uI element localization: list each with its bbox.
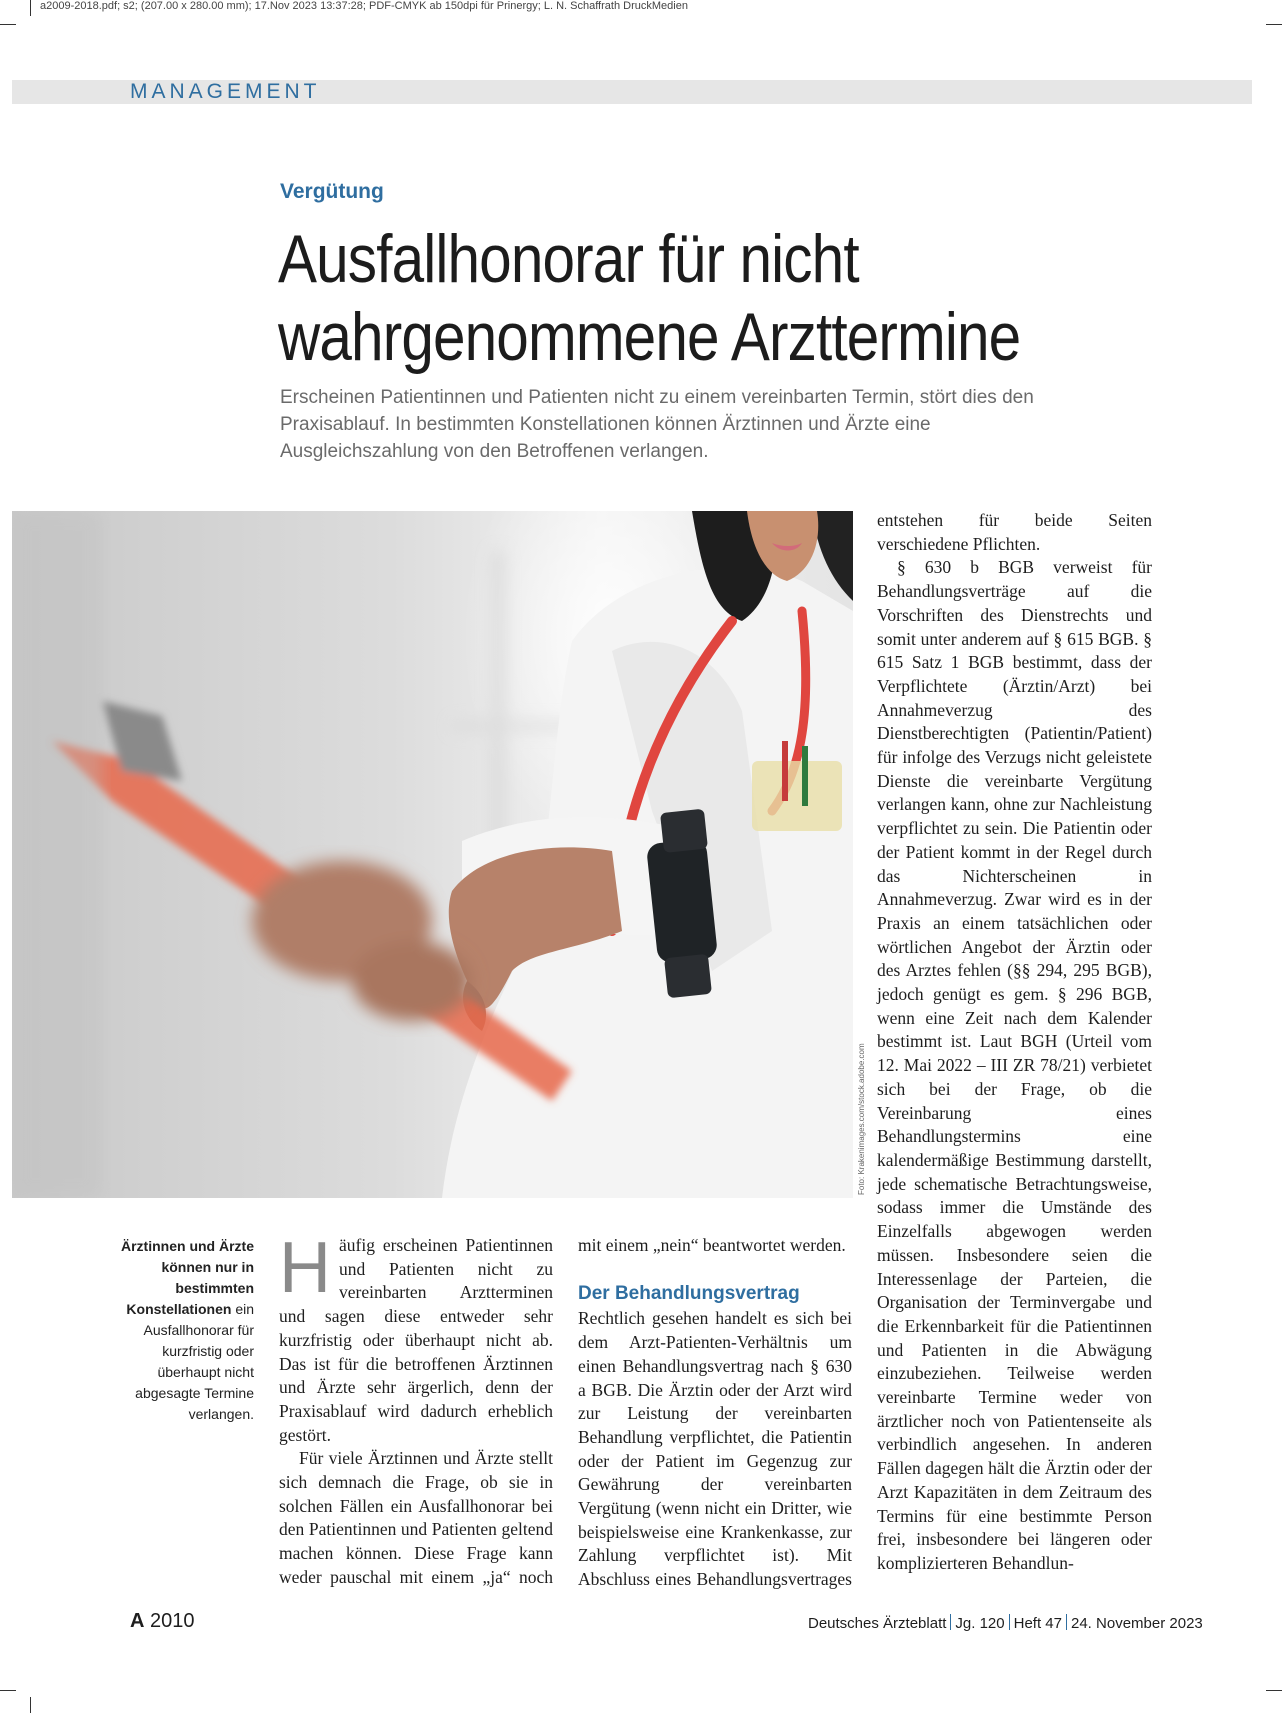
body-column-3 xyxy=(877,509,1152,1576)
journal-name: Deutsches Ärzteblatt xyxy=(808,1615,947,1632)
article-lead: Erscheinen Patientinnen und Patienten nicht zu einem vereinbarten Termin, stört dies den Praxisablauf. In bestimmten Konstellationen können Ärztinnen und Ärzte eine Ausgleichszahlung von den Betroffenen verlangen. xyxy=(280,387,1034,462)
photo-credit: Foto: Krakenimages.com/stock.adobe.com xyxy=(857,1043,866,1195)
folio-prefix: A xyxy=(130,1610,145,1632)
page-number xyxy=(130,1610,195,1633)
body-column-1 xyxy=(279,1228,553,1590)
section-label: MANAGEMENT xyxy=(130,80,321,103)
body-column-2 xyxy=(578,1234,852,1592)
flowed-text: entstehen für beide Seiten verschiedene Pflichten. xyxy=(877,510,1152,554)
body-paragraph-2 xyxy=(279,1447,553,1589)
caption-text: ein Ausfallhonorar für kurzfristig oder überhaupt nicht abgesagte Termine verlangen. xyxy=(135,1301,254,1422)
folio-number: 2010 xyxy=(150,1610,195,1632)
journal-volume: Jg. 120 xyxy=(955,1615,1005,1632)
issue-date: 24. November 2023 xyxy=(1071,1615,1203,1632)
photo-caption xyxy=(120,1236,254,1425)
headline-line-1: Ausfallhonorar für nicht xyxy=(278,221,859,297)
caption-bold: Ärztinnen und Ärzte können nur in bestimmten Konstellationen xyxy=(121,1238,254,1317)
paragraph-2-text: Für viele Ärztinnen und Ärzte stellt sich demnach die Frage, ob sie in solchen Fällen ein Ausfallhonorar bei den Patientinnen und Patienten geltend machen können. Diese Frage kann weder pauschal mit einem „ja“ noch xyxy=(279,1448,553,1587)
crop-mark xyxy=(1266,24,1282,25)
article-headline xyxy=(278,220,1052,376)
body-paragraph-3 xyxy=(578,1307,852,1591)
body-paragraph-4 xyxy=(877,556,1152,1575)
footer-publication xyxy=(808,1614,1203,1632)
paragraph-1-text: äufig erscheinen Patientinnen und Patienten nicht zu vereinbarten Arztterminen und sagen diese entweder sehr kurzfristig oder überhaupt nicht ab. Das ist für die betroffenen Ärztinnen und Ärzte sehr ärgerlich, denn der Praxisablauf wird dadurch erheblich gestört. xyxy=(279,1235,553,1445)
crop-mark xyxy=(30,1697,31,1713)
headline-line-2: wahrgenommene Arzttermine xyxy=(278,299,1021,375)
subhead-behandlungsvertrag: Der Behandlungsvertrag xyxy=(578,1282,800,1304)
drop-cap: H xyxy=(279,1228,331,1308)
footer-separator xyxy=(1066,1614,1067,1630)
crop-mark xyxy=(0,1690,16,1691)
print-slug: a2009-2018.pdf; s2; (207.00 x 280.00 mm); 17.Nov 2023 13:37:28; PDF-CMYK ab 150dpi für Prinergy; L. N. Schaffrath DruckMedien xyxy=(40,0,688,12)
doctor-photo-illustration xyxy=(12,511,853,1198)
footer-separator xyxy=(950,1614,951,1630)
article-photo xyxy=(12,511,853,1198)
crop-mark xyxy=(30,0,31,16)
article-kicker: Vergütung xyxy=(280,180,384,203)
footer-separator xyxy=(1009,1614,1010,1630)
body-paragraph-1 xyxy=(279,1228,553,1447)
paragraph-3-text: Rechtlich gesehen handelt es sich bei dem Arzt-Patienten-Verhältnis um einen Behandlungsvertrag nach § 630 a BGB. Die Ärztin oder der Arzt wird zur Leistung der vereinbarten Behandlung verpflichtet, die Patientin oder der Patient im Gegenzug zur Gewährung der vereinbarten Vergütung (wenn nicht ein Dritter, wie beispielsweise eine Krankenkasse, zur Zahlung verpflichtet ist). Mit Abschluss eines Behandlungsvertrages xyxy=(578,1308,852,1590)
flowed-text: mit einem „nein“ beantwortet werden. xyxy=(578,1235,846,1255)
crop-mark xyxy=(1266,1690,1282,1691)
journal-issue: Heft 47 xyxy=(1013,1615,1062,1632)
paragraph-4-text: § 630 b BGB verweist für Behandlungsverträge auf die Vorschriften des Dienstrechts und somit unter anderem auf § 615 BGB. § 615 Satz 1 BGB bestimmt, dass der Verpflichtete (Ärztin/Arzt) bei Annahmeverzug des Dienstberechtigten (Patientin/Patient) für infolge des Verzugs nicht geleistete Dienste die vereinbarte Vergütung verlangen kann, ohne zur Nachleistung verpflichtet zu sein. Die Patientin oder der Patient kommt in der Regel durch das Nichterscheinen in Annahmeverzug. Zwar wird es in der Praxis an einem tatsächlichen oder wörtlichen Angebot der Ärztin oder des Arztes fehlen (§§ 294, 295 BGB), jedoch genügt es gem. § 296 BGB, wenn eine Zeit nach dem Kalender bestimmt ist. Laut BGH (Urteil vom 12. Mai 2022 – III ZR 78/21) verbietet sich bei der Frage, ob die Vereinbarung eines Behandlungstermins eine kalendermäßige Bestimmung darstellt, jede schematische Betrachtungsweise, sodass immer die Umstände des Einzelfalls abgewogen werden müssen. Insbesondere seien die Interessenlage der Parteien, die Organisation der Terminvergabe und die Erkennbarkeit für die Patientinnen und Patienten in die Abwägung einzubeziehen. Teilweise werden vereinbarte Termine weder von ärztlicher noch von Patientenseite als verbindlich angesehen. In anderen Fällen dagegen hält die Ärztin oder der Arzt Kapazitäten in dem Zeitraum des Termins für eine bestimmte Person frei, insbesondere bei längeren oder komplizierteren Behandlun- xyxy=(877,557,1152,1573)
crop-mark xyxy=(0,24,16,25)
